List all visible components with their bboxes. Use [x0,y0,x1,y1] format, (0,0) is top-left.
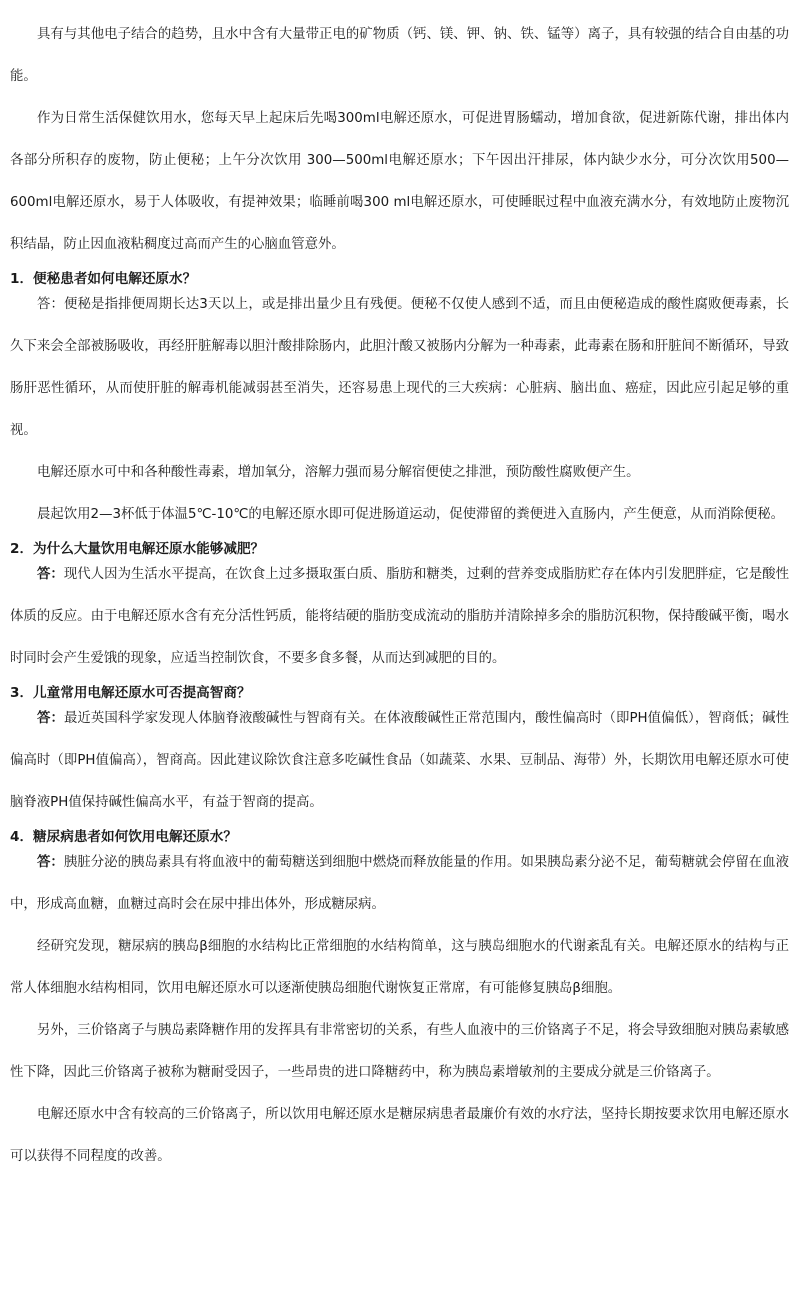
answer-text: 最近英国科学家发现人体脑脊液酸碱性与智商有关。在体液酸碱性正常范围内，酸性偏高时（即PH值偏低），智商低；碱性偏高时（即PH值偏高），智商高。因此建议除饮食注意多吃碱性食品（如蔬菜、水果、豆制品、海带）外，长期饮用电解还原水可使脑脊液PH值保持碱性偏高水平，有益于智商的提高。 [10,711,789,810]
answer-paragraph [10,842,789,926]
answer-label: 答： [37,567,64,582]
intro-paragraph: 作为日常生活保健饮用水，您每天早上起床后先喝300ml电解还原水，可促进胃肠蠕动，增加食欲，促进新陈代谢，排出体内各部分所积存的废物，防止便秘；上午分次饮用 300—500ml电解还原水；下午因出汗排尿，体内缺少水分，可分次饮用500—600ml电解还原水，易于人体吸收，有提神效果；临睡前喝300 ml电解还原水，可使睡眠过程中血液充满水分，有效地防止废物沉积结晶，防止因血液粘稠度过高而产生的心脑血管意外。 [10,111,789,252]
section-heading: 4．糖尿病患者如何饮用电解还原水？ [10,829,237,845]
section-3 [10,680,789,824]
section-heading: 2．为什么大量饮用电解还原水能够减肥？ [10,541,265,557]
answer-label: 答： [37,855,64,870]
body-paragraph: 另外，三价铬离子与胰岛素降糖作用的发挥具有非常密切的关系，有些人血液中的三价铬离子不足，将会导致细胞对胰岛素敏感性下降，因此三价铬离子被称为糖耐受因子，一些昂贵的进口降糖药中，称为胰岛素增敏剂的主要成分就是三价铬离子。 [10,1023,789,1080]
answer-paragraph [10,698,789,824]
body-paragraph: 电解还原水可中和各种酸性毒素，增加氧分，溶解力强而易分解宿便使之排泄，预防酸性腐败便产生。 [37,465,640,480]
body-paragraph: 经研究发现，糖尿病的胰岛β细胞的水结构比正常细胞的水结构简单，这与胰岛细胞水的代谢紊乱有关。电解还原水的结构与正常人体细胞水结构相同，饮用电解还原水可以逐渐使胰岛细胞代谢恢复正常席，有可能修复胰岛β细胞。 [10,939,789,996]
intro-paragraph: 具有与其他电子结合的趋势，且水中含有大量带正电的矿物质（钙、镁、钾、钠、铁、锰等）离子，具有较强的结合自由基的功能。 [10,27,789,84]
section-2 [10,536,789,680]
answer-text: 胰脏分泌的胰岛素具有将血液中的葡萄糖送到细胞中燃烧而释放能量的作用。如果胰岛素分泌不足，葡萄糖就会停留在血液中，形成高血糖，血糖过高时会在尿中排出体外，形成糖尿病。 [10,855,789,912]
answer-text: 现代人因为生活水平提高，在饮食上过多摄取蛋白质、脂肪和糖类，过剩的营养变成脂肪贮存在体内引发肥胖症，它是酸性体质的反应。由于电解还原水含有充分活性钙质，能将结硬的脂肪变成流动的脂肪并清除掉多余的脂肪沉积物，保持酸碱平衡，喝水时同时会产生爱饿的现象，应适当控制饮食，不要多食多餐，从而达到减肥的目的。 [10,567,789,666]
answer-label: 答： [37,711,64,726]
section-heading: 1．便秘患者如何电解还原水？ [10,271,197,287]
section-heading: 3．儿童常用电解还原水可否提高智商？ [10,685,251,701]
answer-paragraph: 答：便秘是指排便周期长达3天以上，或是排出量少且有残便。便秘不仅使人感到不适，而且由便秘造成的酸性腐败便毒素，长久下来会全部被肠吸收，再经肝脏解毒以胆汁酸排除肠内，此胆汁酸又被肠内分解为一种毒素，此毒素在肠和肝脏间不断循环，导致肠肝恶性循环，从而使肝脏的解毒机能减弱甚至消失，还容易患上现代的三大疾病：心脏病、脑出血、癌症，因此应引起足够的重视。 [10,297,789,438]
answer-paragraph [10,554,789,680]
section-1 [10,266,789,536]
body-paragraph: 晨起饮用2—3杯低于体温5℃-10℃的电解还原水即可促进肠道运动，促使滞留的粪便进入直肠内，产生便意，从而消除便秘。 [37,507,785,522]
body-paragraph: 电解还原水中含有较高的三价铬离子，所以饮用电解还原水是糖尿病患者最廉价有效的水疗法，坚持长期按要求饮用电解还原水可以获得不同程度的改善。 [10,1107,789,1164]
section-4 [10,824,789,1178]
